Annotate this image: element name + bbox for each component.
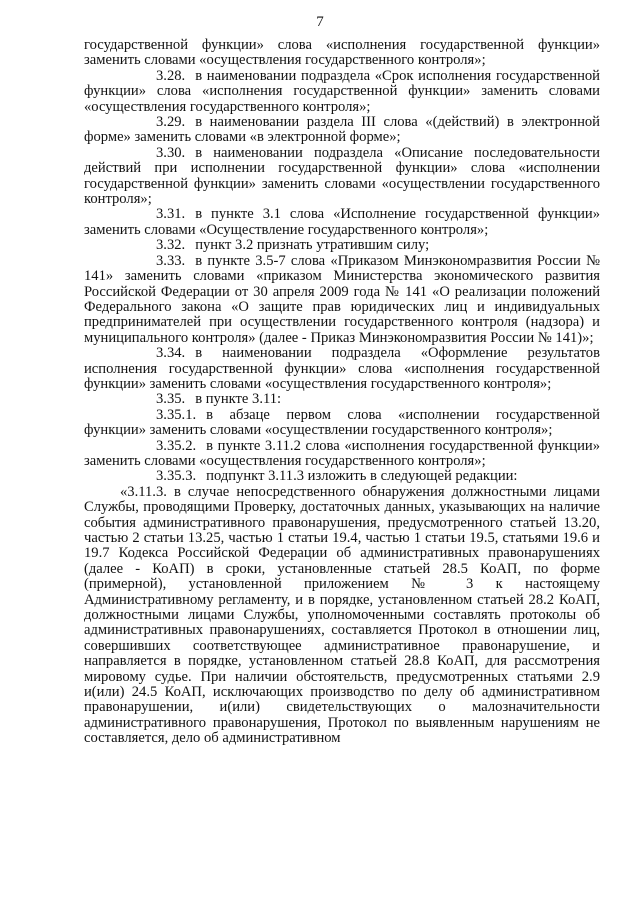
item-3-31 bbox=[84, 207, 600, 238]
item-number: 3.35.2. bbox=[156, 437, 197, 454]
document-body bbox=[84, 38, 600, 747]
item-3-29 bbox=[84, 115, 600, 146]
continuation-paragraph: государственной функции» слова «исполнения государственной функции» заменить словами «осуществления государственного контроля»; bbox=[84, 37, 600, 69]
item-3-28 bbox=[84, 69, 600, 115]
item-3-33 bbox=[84, 254, 600, 346]
item-3-35 bbox=[84, 392, 600, 407]
item-number: 3.28. bbox=[156, 67, 186, 84]
item-number: 3.32. bbox=[156, 237, 186, 254]
item-3-32 bbox=[84, 238, 600, 253]
item-text: в наименовании подраздела «Описание последовательности действий при исполнении государственной функции» слова «исполнении государственной функции» заменить словами «осуществлении государственного контроля»; bbox=[84, 144, 600, 208]
item-text: в наименовании подраздела «Оформление результатов исполнения государственной функции» слова «исполнения государственной функции» заменить словами «осуществления государственного контроля»; bbox=[84, 345, 600, 392]
item-3-35-3 bbox=[84, 469, 600, 484]
item-text: подпункт 3.11.3 изложить в следующей редакции: bbox=[206, 468, 518, 485]
item-text: в наименовании раздела III слова «(действий) в электронной форме» заменить словами «в электронной форме»; bbox=[84, 114, 600, 146]
item-number: 3.31. bbox=[156, 206, 186, 223]
page-number: 7 bbox=[316, 14, 324, 30]
item-3-34 bbox=[84, 346, 600, 392]
item-number: 3.30. bbox=[156, 144, 186, 161]
item-text: в наименовании подраздела «Срок исполнения государственной функции» слова «исполнения государственной функции» заменить словами «осуществления государственного контроля»; bbox=[84, 67, 600, 115]
item-3-30 bbox=[84, 146, 600, 208]
item-text: в абзаце первом слова «исполнении государственной функции» заменить словами «осуществлении государственного контроля»; bbox=[84, 406, 600, 439]
item-text: в пункте 3.11: bbox=[195, 391, 282, 408]
item-number: 3.35.3. bbox=[156, 468, 197, 485]
item-number: 3.29. bbox=[156, 114, 186, 131]
item-number: 3.34. bbox=[156, 345, 186, 362]
item-text: пункт 3.2 признать утратившим силу; bbox=[195, 237, 430, 254]
item-text: в пункте 3.5-7 слова «Приказом Минэкономразвития России № 141» заменить словами «приказом Министерства экономического развития Российской Федерации от 30 апреля 2009 года № 141 «О реализации положений Федерального закона «О защите прав юридических лиц и индивидуальных предпринимателей при осуществлении государственного контроля (надзора) и муниципального контроля» (далее - Приказ Минэкономразвития России № 141)»; bbox=[84, 252, 600, 346]
item-number: 3.33. bbox=[156, 252, 186, 269]
item-text: в пункте 3.11.2 слова «исполнения государственной функции» заменить словами «осуществления государственного контроля»; bbox=[84, 437, 600, 469]
item-text: в пункте 3.1 слова «Исполнение государственной функции» заменить словами «Осуществление государственного контроля»; bbox=[84, 206, 600, 238]
quoted-subclause-3-11-3: «3.11.3. в случае непосредственного обнаружения должностными лицами Службы, проводящими Проверку, достаточных данных, указывающих на наличие события административного правонарушения, предусмотренного статьей 13.20, частью 2 статьи 13.25, частью 1 статьи 19.4, частью 1 статьи 19.5, статьями 19.6 и 19.7 Кодекса Российской Федерации об административных правонарушениях (далее - КоАП) в сроки, установленные статьей 28.5 КоАП, по форме (примерной), установленной приложением № 3 к настоящему Административному регламенту, и в порядке, установленном статьей 28.2 КоАП, должностными лицами Службы, уполномоченными составлять протоколы об административных правонарушениях, составляется Протокол в отношении лиц, совершивших соответствующее административное правонарушение, и направляется в порядке, установленном статьей 28.8 КоАП, для рассмотрения мировому судье. При наличии обстоятельств, предусмотренных статьями 2.9 и(или) 24.5 КоАП, исключающих производство по делу об административном правонарушении, и(или) свидетельствующих о малозначительности административного правонарушения, Протокол по выявленным нарушениям не составляется, дело об административном bbox=[84, 483, 600, 747]
item-number: 3.35. bbox=[156, 391, 186, 408]
item-number: 3.35.1. bbox=[156, 406, 197, 423]
item-3-35-1 bbox=[84, 408, 600, 439]
item-3-35-2 bbox=[84, 439, 600, 470]
